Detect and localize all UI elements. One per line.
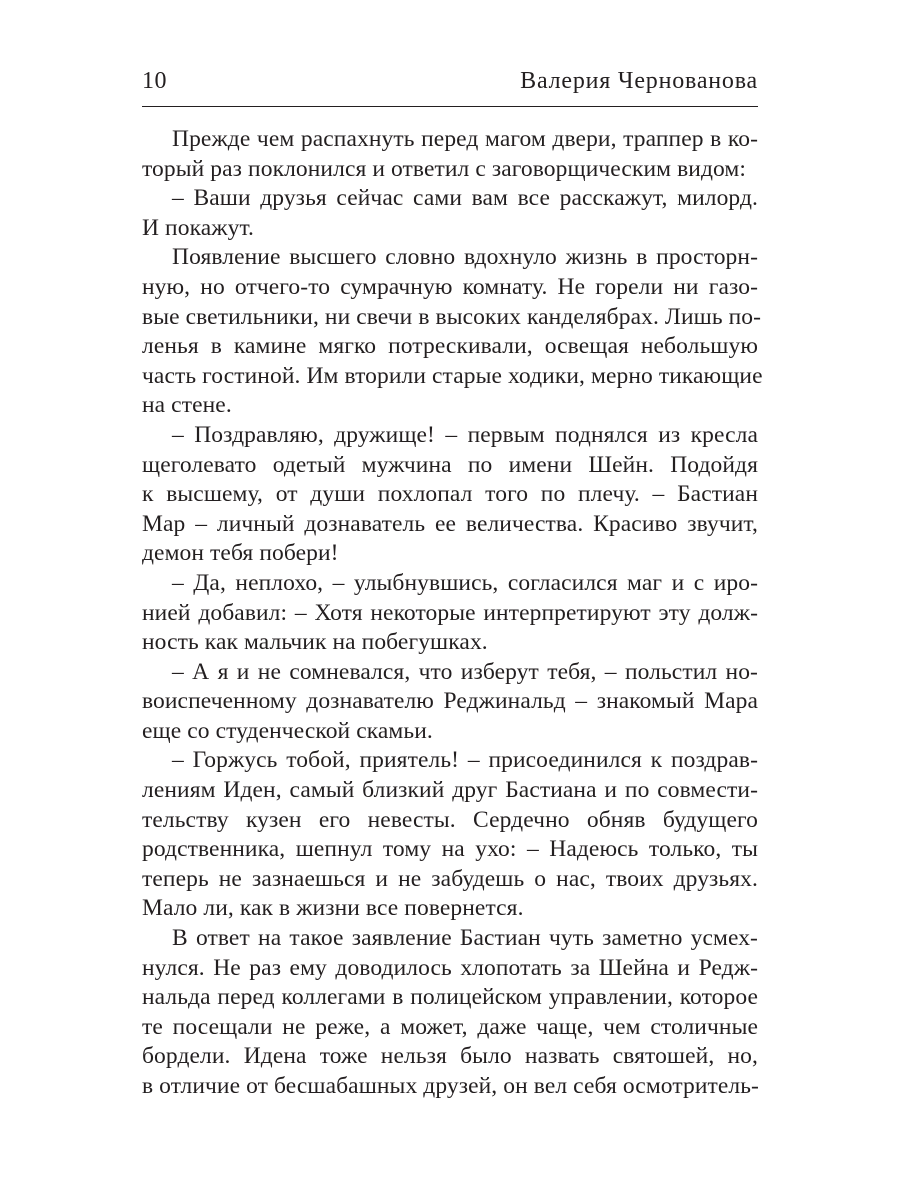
text-line: нией добавил: – Хотя некоторые интерпретируют эту долж- <box>142 599 758 626</box>
text-line: щеголевато одетый мужчина по имени Шейн. Подойдя <box>142 451 758 478</box>
text-line: торый раз поклонился и ответил с заговорщическим видом: <box>142 155 747 182</box>
text-line: на стене. <box>142 392 232 419</box>
text-line: нальда перед коллегами в полицейском управлении, которое <box>142 984 758 1011</box>
text-line: – А я и не сомневался, что изберут тебя, – польстил но- <box>172 658 758 685</box>
text-line: ленья в камине мягко потрескивали, освещая небольшую <box>142 333 758 360</box>
text-line: еще со студенческой скамьи. <box>142 717 433 744</box>
text-line: бордели. Идена тоже нельзя было назвать святошей, но, <box>142 1043 758 1070</box>
text-line: – Ваши друзья сейчас сами вам все расскажут, милорд. <box>172 185 758 212</box>
text-line: Мало ли, как в жизни все повернется. <box>142 895 524 922</box>
paragraph <box>142 243 763 421</box>
text-line: Прежде чем распахнуть перед магом двери, траппер в ко- <box>172 126 758 152</box>
text-line: демон тебя побери! <box>142 540 339 567</box>
header-divider <box>142 106 758 107</box>
page-number: 10 <box>142 68 167 94</box>
text-line: лениям Иден, самый близкий друг Бастиана и по совмести- <box>142 777 758 804</box>
text-line: ность как мальчик на побегушках. <box>142 629 488 656</box>
paragraph <box>142 125 758 184</box>
text-line: В ответ на такое заявление Бастиан чуть заметно усмех- <box>172 925 758 952</box>
text-line: воиспеченному дознавателю Реджинальд – знакомый Мара <box>142 688 758 715</box>
body-text <box>142 125 763 1102</box>
paragraph <box>142 184 758 243</box>
text-line: И покажут. <box>142 214 255 241</box>
paragraph <box>142 746 758 924</box>
running-head-author: Валерия Чернованова <box>520 68 758 94</box>
text-line: нулся. Не раз ему доводилось хлопотать за Шейна и Редж- <box>142 954 758 981</box>
text-line: ную, но отчего-то сумрачную комнату. Не горели ни газо- <box>142 273 758 300</box>
text-line: тельству кузен его невесты. Сердечно обняв будущего <box>142 806 758 833</box>
text-line: – Горжусь тобой, приятель! – присоединился к поздрав- <box>172 747 758 774</box>
text-line: к высшему, от души похлопал того по плечу. – Бастиан <box>142 481 758 508</box>
text-line: в отличие от бесшабашных друзей, он вел себя осмотритель- <box>142 1073 759 1099</box>
text-line: родственника, шепнул тому на ухо: – Надеюсь только, ты <box>142 836 758 863</box>
text-line: часть гостиной. Им вторили старые ходики, мерно тикающие <box>142 362 763 389</box>
paragraph <box>142 421 758 569</box>
paragraph <box>142 569 758 658</box>
text-line: вые светильники, ни свечи в высоких канделябрах. Лишь по- <box>142 303 762 330</box>
text-line: теперь не зазнаешься и не забудешь о нас, твоих друзьях. <box>142 865 758 892</box>
text-line: – Да, неплохо, – улыбнувшись, согласился маг и с иро- <box>172 569 758 596</box>
text-line: – Поздравляю, дружище! – первым поднялся из кресла <box>172 421 758 448</box>
paragraph <box>142 658 758 747</box>
text-line: Мар – личный дознаватель ее величества. Красиво звучит, <box>142 510 758 537</box>
text-line: те посещали не реже, а может, даже чаще, чем столичные <box>142 1013 758 1040</box>
text-line: Появление высшего словно вдохнуло жизнь в просторн- <box>172 244 758 271</box>
paragraph <box>142 924 758 1102</box>
page-header <box>142 66 758 102</box>
